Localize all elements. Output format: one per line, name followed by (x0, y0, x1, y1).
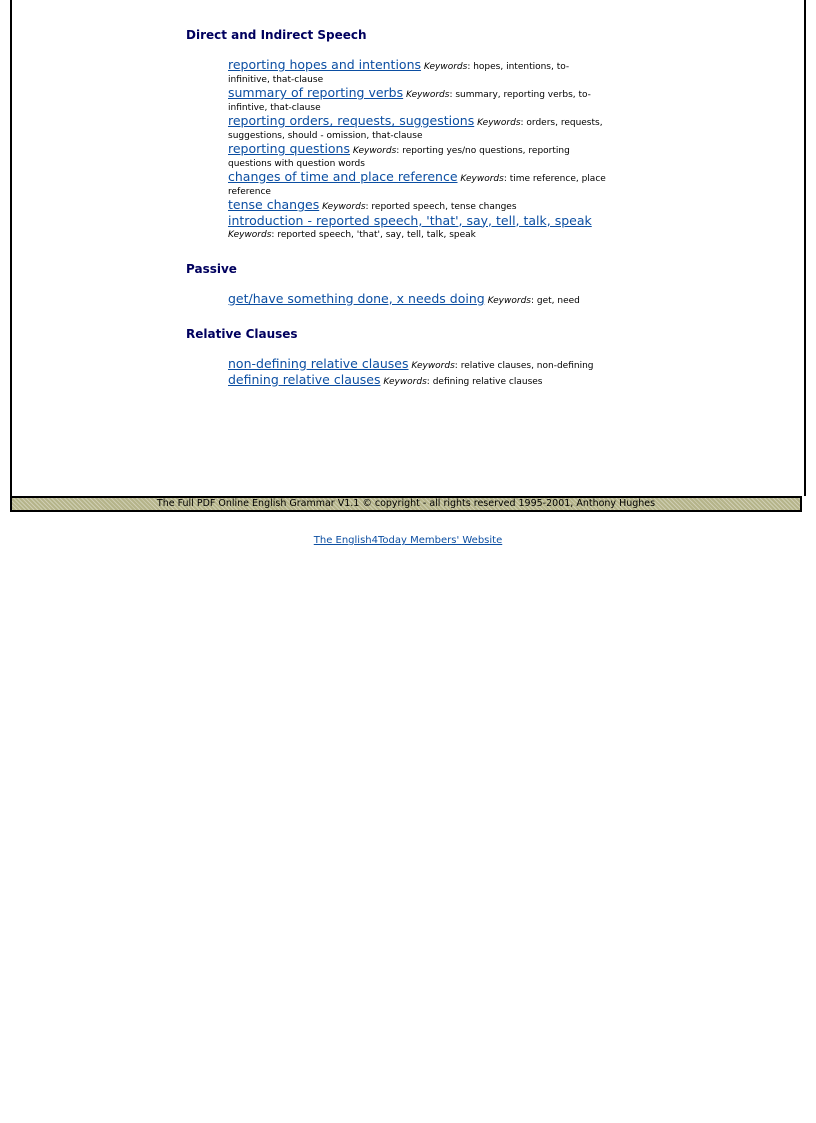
list-item (228, 214, 610, 242)
topic-link[interactable]: reporting hopes and intentions (228, 57, 422, 72)
keywords-label: Keywords (352, 146, 397, 156)
keywords-text: : time reference, place reference (228, 174, 606, 197)
entry-list (228, 58, 610, 242)
list-item (228, 58, 610, 86)
list-item (228, 292, 610, 308)
topic-link[interactable]: non-defining relative clauses (228, 356, 409, 371)
copyright-text: The Full PDF Online English Grammar V1.1 © copyright - all rights reserved 1995-2001, Anthony Hughes (156, 498, 656, 509)
keywords-label: Keywords (322, 202, 366, 212)
topic-link[interactable]: summary of reporting verbs (228, 85, 404, 100)
topic-link[interactable]: reporting questions (228, 141, 350, 156)
entry-list (228, 292, 610, 308)
keywords-label: Keywords (411, 361, 455, 371)
list-item (228, 373, 610, 389)
keywords-label: Keywords (406, 90, 450, 100)
topic-link[interactable]: tense changes (228, 197, 320, 212)
members-website-link[interactable]: The English4Today Members' Website (313, 535, 503, 546)
topic-link[interactable]: changes of time and place reference (228, 169, 458, 184)
keywords-text: : summary, reporting verbs, to-infintive, that-clause (228, 90, 591, 113)
keywords-label: Keywords (487, 295, 531, 306)
copyright-footer (10, 496, 802, 512)
keywords-label: Keywords (383, 376, 427, 387)
list-item (228, 170, 610, 198)
list-item (228, 198, 610, 214)
keywords-label: Keywords (477, 118, 521, 128)
list-item (228, 86, 610, 114)
keywords-text: : reported speech, 'that', say, tell, talk, speak (271, 230, 476, 240)
keywords-label: Keywords (423, 62, 468, 72)
section-title-passive: Passive (186, 261, 237, 276)
keywords-label: Keywords (228, 230, 272, 240)
topic-link[interactable]: defining relative clauses (228, 371, 381, 387)
keywords-text: : reported speech, tense changes (365, 202, 517, 212)
keywords-label: Keywords (460, 174, 504, 184)
keywords-text: : defining relative clauses (426, 376, 543, 387)
list-item (228, 357, 610, 373)
section-title-direct-indirect-speech: Direct and Indirect Speech (186, 28, 367, 42)
topic-link[interactable]: introduction - reported speech, 'that', say, tell, talk, speak (228, 212, 592, 228)
entry-list (228, 357, 610, 388)
keywords-text: : orders, requests, suggestions, should - omission, that-clause (228, 118, 603, 141)
topic-link[interactable]: get/have something done, x needs doing (228, 290, 485, 306)
topic-link[interactable]: reporting orders, requests, suggestions (228, 113, 475, 128)
keywords-text: : relative clauses, non-defining (454, 361, 594, 371)
content-area (186, 28, 606, 388)
keywords-text: : hopes, intentions, to-infinitive, that-clause (228, 62, 570, 85)
keywords-text: : reporting yes/no questions, reporting questions with question words (228, 146, 570, 169)
section-title-relative-clauses: Relative Clauses (186, 327, 298, 341)
list-item (228, 114, 610, 142)
list-item (228, 142, 610, 170)
keywords-text: : get, need (530, 295, 580, 306)
